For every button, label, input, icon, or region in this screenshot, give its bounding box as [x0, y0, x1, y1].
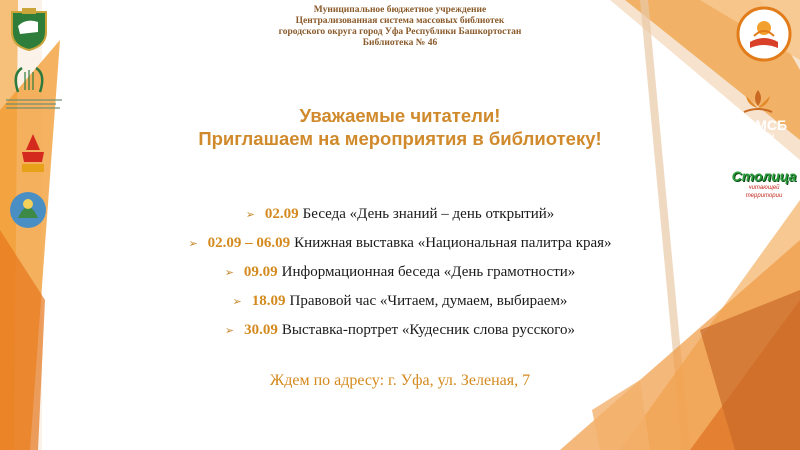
header-line-3: городского округа город Уфа Республики Башкортостан	[278, 27, 522, 37]
arrow-bullet-icon: ➢	[188, 237, 198, 250]
arrow-bullet-icon: ➢	[224, 324, 235, 337]
library-46-emblem-icon	[736, 6, 792, 62]
victory-75-logo	[18, 132, 48, 176]
event-date: 02.09	[264, 206, 299, 222]
arrow-bullet-icon: ➢	[224, 266, 234, 279]
bashkortostan-emblem-icon	[8, 188, 48, 232]
culture-ministry-caption	[6, 97, 62, 111]
events-list	[120, 200, 680, 345]
header-line-4: Библиотека № 46	[362, 38, 438, 48]
arrow-bullet-icon: ➢	[232, 295, 242, 308]
cmsb-logo-subtitle: г. Уфа	[757, 133, 775, 139]
event-date: 18.09	[251, 293, 286, 309]
stolica-logo-text: Столица	[731, 168, 797, 184]
event-title: Правовой час «Читаем, думаем, выбираем»	[289, 293, 568, 309]
event-date: 09.09	[243, 264, 278, 280]
ufa-coat-of-arms-icon	[8, 6, 50, 52]
event-date: 30.09	[244, 322, 278, 338]
library-address: Ждем по адресу: г. Уфа, ул. Зеленая, 7	[269, 372, 531, 389]
institution-header	[220, 5, 580, 49]
cmsb-logo	[738, 88, 794, 140]
event-title: Книжная выставка «Национальная палитра края»	[294, 235, 612, 251]
event-date: 02.09 – 06.09	[207, 235, 291, 251]
event-title: Выставка-портрет «Кудесник слова русского»	[281, 322, 576, 338]
culture-ministry-lyre-icon	[10, 64, 48, 94]
event-item	[120, 316, 680, 345]
stolica-logo-subtitle: читающей территории	[745, 185, 783, 199]
event-item	[120, 258, 680, 287]
invitation-line-2: Приглашаем на мероприятия в библиотеку!	[198, 128, 602, 149]
header-line-1: Муниципальное бюджетное учреждение	[313, 5, 487, 15]
invitation-line-1: Уважаемые читатели!	[299, 105, 501, 126]
event-title: Беседа «День знаний – день открытий»	[302, 206, 555, 222]
event-item	[120, 200, 680, 229]
header-line-2: Централизованная система массовых библиотек	[295, 16, 505, 26]
cmsb-logo-text: ЦМСБ	[744, 117, 788, 133]
invitation-heading	[150, 104, 650, 150]
arrow-bullet-icon: ➢	[245, 208, 255, 221]
event-item	[120, 287, 680, 316]
event-item	[120, 229, 680, 258]
event-title: Информационная беседа «День грамотности»	[281, 264, 576, 280]
stolica-reading-territory-logo	[730, 168, 798, 200]
